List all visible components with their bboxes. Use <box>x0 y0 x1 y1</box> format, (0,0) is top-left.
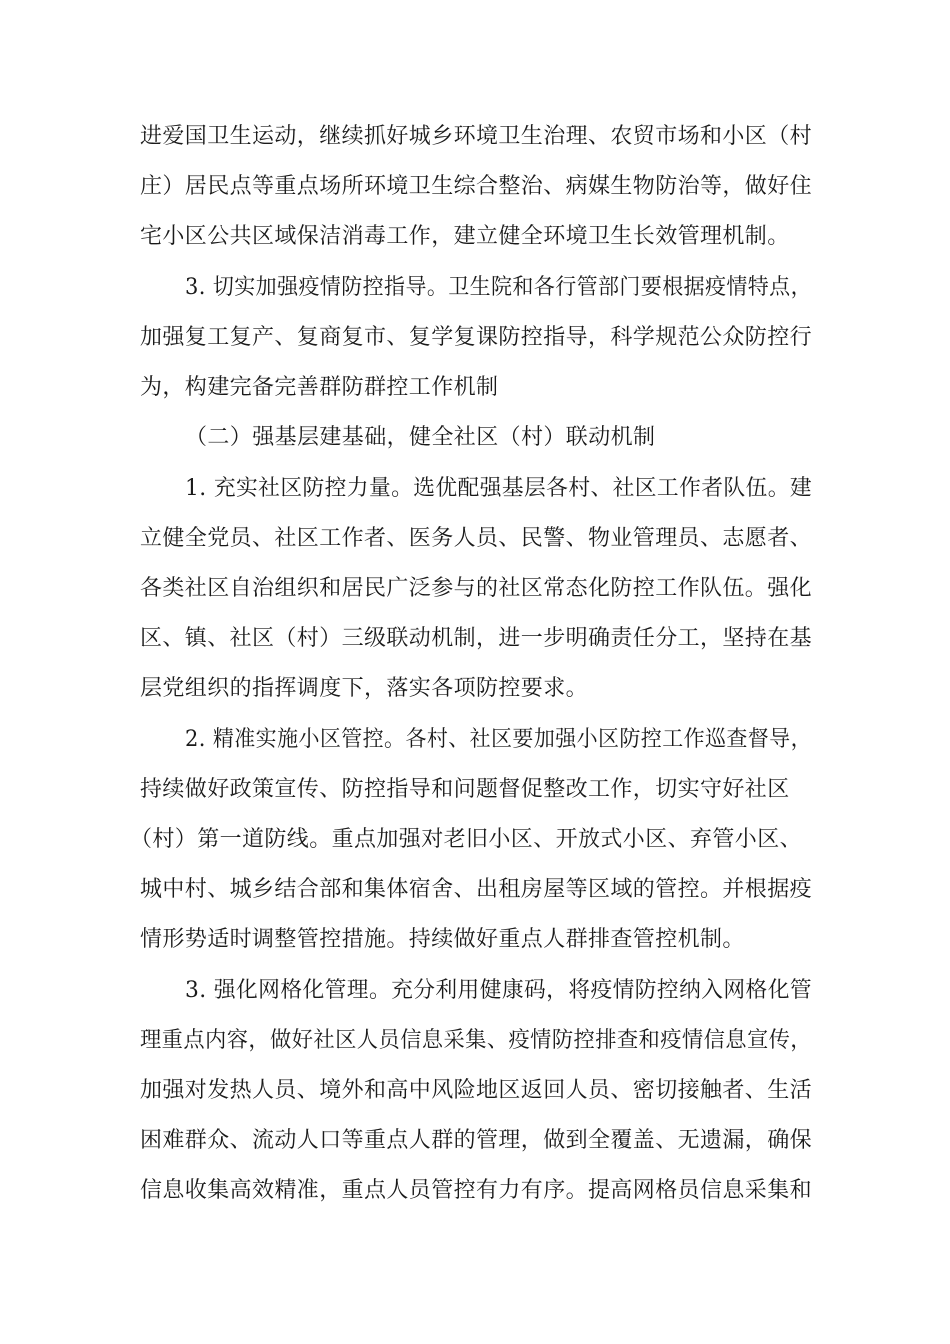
line-text: 区、镇、社区（村）三级联动机制，进一步明确责任分工，坚持在基 <box>140 626 813 651</box>
text-line <box>0 124 950 174</box>
text-line <box>0 676 950 726</box>
line-text: 信息收集高效精准，重点人员管控有力有序。提高网格员信息采集和 <box>140 1178 813 1203</box>
line-text: 3. 切实加强疫情防控指导。卫生院和各行管部门要根据疫情特点， <box>185 275 812 300</box>
text-line <box>0 1178 950 1228</box>
line-text: （村）第一道防线。重点加强对老旧小区、开放式小区、弃管小区、 <box>130 827 803 852</box>
line-text: 进爱国卫生运动，继续抓好城乡环境卫生治理、农贸市场和小区（村 <box>140 124 813 149</box>
text-line <box>0 626 950 676</box>
line-text: 理重点内容，做好社区人员信息采集、疫情防控排查和疫情信息宣传， <box>140 1028 812 1053</box>
text-line <box>0 325 950 375</box>
line-text: 各类社区自治组织和居民广泛参与的社区常态化防控工作队伍。强化 <box>140 576 813 601</box>
text-line <box>0 978 950 1028</box>
text-line <box>0 727 950 777</box>
text-line <box>0 827 950 877</box>
text-line <box>0 1078 950 1128</box>
section-heading <box>0 425 950 475</box>
line-text: 城中村、城乡结合部和集体宿舍、出租房屋等区域的管控。并根据疫 <box>140 877 813 902</box>
text-line <box>0 777 950 827</box>
text-line <box>0 476 950 526</box>
text-line <box>0 1128 950 1178</box>
text-line <box>0 375 950 425</box>
line-text: 庄）居民点等重点场所环境卫生综合整治、病媒生物防治等，做好住 <box>140 174 813 199</box>
line-text: （二）强基层建基础，健全社区（村）联动机制 <box>185 425 656 450</box>
line-text: 加强复工复产、复商复市、复学复课防控指导，科学规范公众防控行 <box>140 325 813 350</box>
text-line <box>0 927 950 977</box>
line-text: 宅小区公共区域保洁消毒工作，建立健全环境卫生长效管理机制。 <box>140 224 790 249</box>
line-text: 困难群众、流动人口等重点人群的管理，做到全覆盖、无遗漏，确保 <box>140 1128 813 1153</box>
line-text: 持续做好政策宣传、防控指导和问题督促整改工作，切实守好社区 <box>140 777 790 802</box>
text-line <box>0 174 950 224</box>
line-text: 情形势适时调整管控措施。持续做好重点人群排查管控机制。 <box>140 927 745 952</box>
text-line <box>0 877 950 927</box>
text-line <box>0 275 950 325</box>
line-text: 层党组织的指挥调度下，落实各项防控要求。 <box>140 676 589 701</box>
text-line <box>0 526 950 576</box>
text-line <box>0 224 950 274</box>
text-line <box>0 1028 950 1078</box>
line-text: 1. 充实社区防控力量。选优配强基层各村、社区工作者队伍。建 <box>185 476 813 501</box>
line-text: 2. 精准实施小区管控。各村、社区要加强小区防控工作巡查督导， <box>185 727 812 752</box>
line-text: 加强对发热人员、境外和高中风险地区返回人员、密切接触者、生活 <box>140 1078 813 1103</box>
line-text: 为，构建完备完善群防群控工作机制 <box>140 375 499 400</box>
text-line <box>0 576 950 626</box>
line-text: 立健全党员、社区工作者、医务人员、民警、物业管理员、志愿者、 <box>140 526 813 551</box>
line-text: 3. 强化网格化管理。充分利用健康码，将疫情防控纳入网格化管 <box>185 978 813 1003</box>
